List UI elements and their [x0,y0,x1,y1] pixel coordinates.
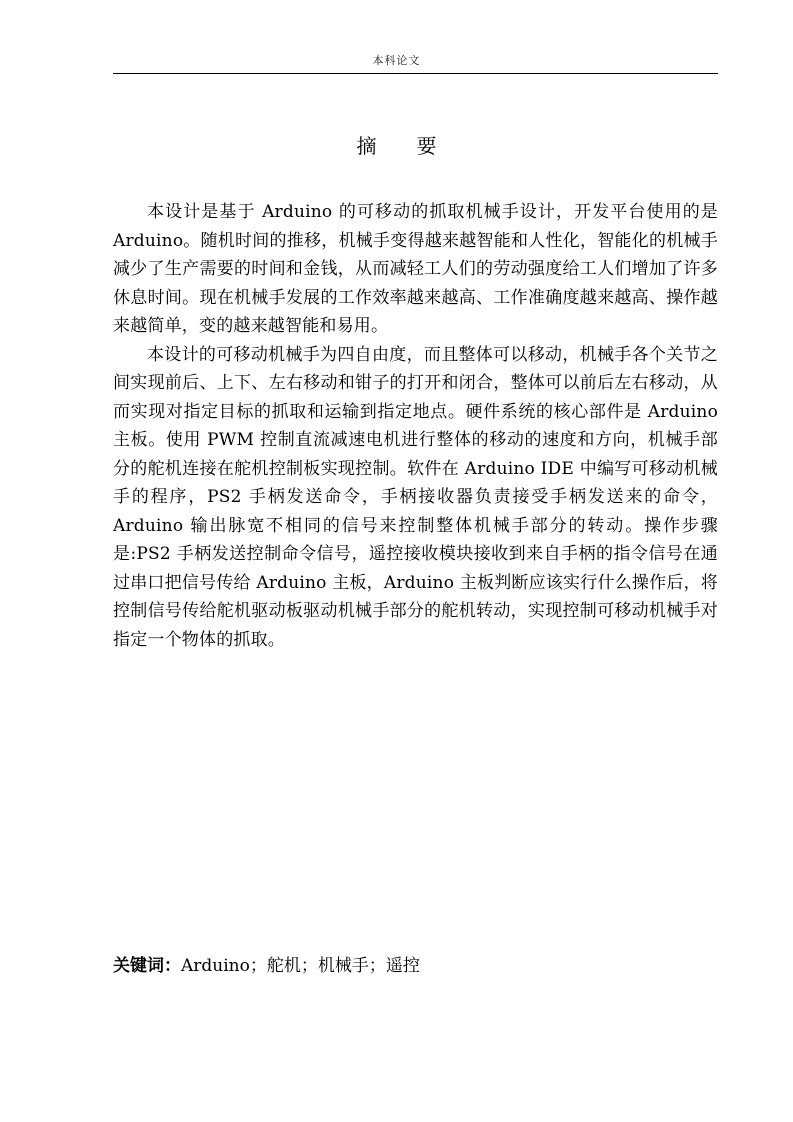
keywords-label: 关键词： [113,956,181,976]
keywords-value: Arduino；舵机；机械手；遥控 [181,956,420,976]
running-header: 本科论文 [372,54,421,67]
header-divider [113,73,718,74]
abstract-body [113,198,718,654]
keywords-line [113,952,718,980]
abstract-paragraph-2: 本设计的可移动机械手为四自由度，而且整体可以移动，机械手各个关节之间实现前后、上下、左右移动和钳子的打开和闭合，整体可以前后左右移动，从而实现对指定目标的抓取和运输到指定地点。硬件系统的核心部件是 Arduino 主板。使用 PWM 控制直流减速电机进行整体的移动的速度和方向，机械手部分的舵机连接在舵机控制板实现控制。软件在 Arduino IDE 中编写可移动机械手的程序，PS2 手柄发送命令，手柄接收器负责接受手柄发送来的命令，Arduino 输出脉宽不相同的信号来控制整体机械手部分的转动。操作步骤是:PS2 手柄发送控制命令信号，遥控接收模块接收到来自手柄的指令信号在通过串口把信号传给 Arduino 主板，Arduino 主板判断应该实行什么操作后，将控制信号传给舵机驱动板驱动机械手部分的舵机转动，实现控制可移动机械手对指定一个物体的抓取。 [113,344,718,650]
abstract-title: 摘要 [356,134,477,158]
abstract-paragraph-1: 本设计是基于 Arduino 的可移动的抓取机械手设计，开发平台使用的是 Arduino。随机时间的推移，机械手变得越来越智能和人性化，智能化的机械手减少了生产需要的时间和金钱，从而减轻工人们的劳动强度给工人们增加了许多休息时间。现在机械手发展的工作效率越来越高、工作准确度越来越高、操作越来越简单，变的越来越智能和易用。 [113,202,718,336]
